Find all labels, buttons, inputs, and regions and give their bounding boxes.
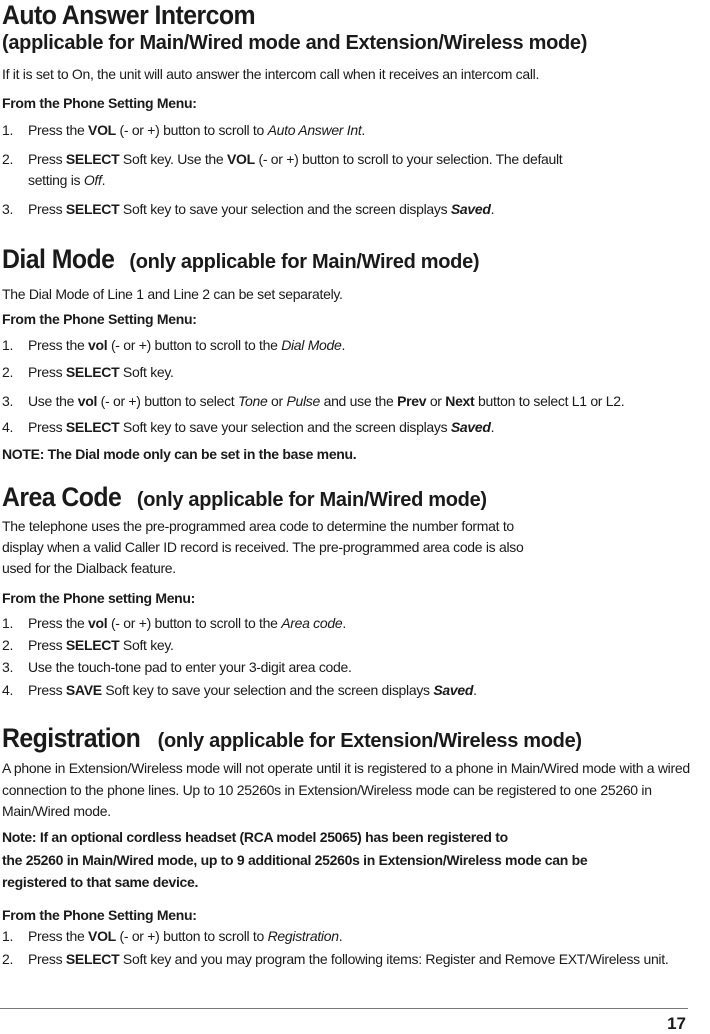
step-number: 4. <box>2 682 14 698</box>
step-text: (- or +) button to scroll to the <box>107 337 282 353</box>
step-number: 3. <box>2 393 14 409</box>
registration-menu-heading: From the Phone Setting Menu: <box>2 907 197 923</box>
dial-mode-intro: The Dial Mode of Line 1 and Line 2 can be set separately. <box>2 286 343 302</box>
step-key-label: VOL <box>226 151 255 167</box>
step-text: Press the <box>28 615 89 631</box>
area-code-intro-line-2: display when a valid Caller ID record is received. The pre-programmed area code is also <box>2 539 524 555</box>
step-text: Press <box>28 151 66 167</box>
auto-answer-step-1 <box>2 122 365 138</box>
section-heading-dial-mode <box>2 244 479 275</box>
step-number: 2. <box>2 151 14 167</box>
section-subtitle-registration: (only applicable for Extension/Wireless mode) <box>152 730 582 752</box>
step-key-label: SELECT <box>65 637 120 653</box>
auto-answer-step-2-continued <box>2 172 105 188</box>
step-display-text: Saved <box>433 682 474 698</box>
step-text: setting is <box>28 172 84 188</box>
area-code-step-1 <box>2 615 346 631</box>
footer-divider <box>0 1008 688 1009</box>
step-key-label: vol <box>88 337 108 353</box>
step-number: 3. <box>2 659 14 675</box>
step-text: or <box>267 393 287 409</box>
dial-mode-step-1 <box>2 337 345 353</box>
step-text: Soft key to save your selection and the screen displays <box>119 201 451 217</box>
step-key-label: VOL <box>88 122 116 138</box>
section-title-area-code: Area Code <box>2 482 122 512</box>
section-subtitle-area-code: (only applicable for Main/Wired mode) <box>131 489 487 511</box>
section-title-dial-mode: Dial Mode <box>2 244 115 274</box>
step-menu-item: Auto Answer Int <box>267 122 362 138</box>
registration-note-line-2: the 25260 in Main/Wired mode, up to 9 additional 25260s in Extension/Wireless mode can be <box>2 852 588 868</box>
step-text: Press <box>28 951 66 967</box>
step-number: 1. <box>2 928 14 944</box>
auto-answer-intro: If it is set to On, the unit will auto answer the intercom call when it receives an intercom call. <box>2 66 540 82</box>
dial-mode-menu-heading: From the Phone Setting Menu: <box>2 311 197 327</box>
registration-intro-line-1: A phone in Extension/Wireless mode will not operate until it is registered to a phone in Main/Wired mode with a wired <box>2 760 690 776</box>
step-key-label: SELECT <box>65 201 120 217</box>
registration-step-1 <box>2 928 342 944</box>
area-code-step-3 <box>2 659 352 675</box>
area-code-menu-heading: From the Phone setting Menu: <box>2 590 196 606</box>
step-option: Tone <box>238 393 268 409</box>
step-text: . <box>490 419 495 435</box>
step-text: . <box>361 122 366 138</box>
step-key-label: SELECT <box>65 419 120 435</box>
step-key-label: SELECT <box>65 951 120 967</box>
area-code-step-4 <box>2 682 477 698</box>
step-option: Pulse <box>286 393 320 409</box>
dial-mode-step-2 <box>2 364 174 380</box>
section-title-auto-answer: Auto Answer Intercom <box>2 0 256 30</box>
auto-answer-step-3 <box>2 201 494 217</box>
area-code-intro-line-3: used for the Dialback feature. <box>2 560 176 576</box>
area-code-step-2 <box>2 637 174 653</box>
step-key-label: VOL <box>88 928 116 944</box>
step-menu-item: Registration <box>267 928 339 944</box>
registration-intro-line-2: connection to the phone lines. Up to 10 25260s in Extension/Wireless mode can be registered to one 25260 in <box>2 782 652 798</box>
step-number: 2. <box>2 637 14 653</box>
section-heading-registration <box>2 723 582 754</box>
step-text: Press the <box>28 928 89 944</box>
section-subtitle-dial-mode: (only applicable for Main/Wired mode) <box>124 251 480 273</box>
step-text: . <box>473 682 477 698</box>
step-text: Soft key to save your selection and the screen displays <box>101 682 434 698</box>
step-text: (- or +) button to select <box>97 393 238 409</box>
step-number: 2. <box>2 364 14 380</box>
step-menu-item: Area code <box>281 615 343 631</box>
area-code-intro-line-1: The telephone uses the pre-programmed area code to determine the number format to <box>2 518 514 534</box>
step-text: Press <box>28 364 66 380</box>
step-number: 1. <box>2 337 14 353</box>
step-key-label: SAVE <box>65 682 102 698</box>
step-text: (- or +) button to scroll to the <box>107 615 282 631</box>
registration-intro-line-3: Main/Wired mode. <box>2 803 111 819</box>
step-text: Press <box>28 682 66 698</box>
step-number: 1. <box>2 615 14 631</box>
step-text: Soft key to save your selection and the screen displays <box>119 419 451 435</box>
step-text: . <box>338 928 343 944</box>
registration-note-line-1: Note: If an optional cordless headset (RCA model 25065) has been registered to <box>2 829 508 845</box>
step-text: (- or +) button to scroll to <box>115 928 268 944</box>
dial-mode-note: NOTE: The Dial mode only can be set in the base menu. <box>2 446 357 462</box>
section-subtitle-auto-answer: (applicable for Main/Wired mode and Extension/Wireless mode) <box>2 32 588 54</box>
step-number: 4. <box>2 419 14 435</box>
step-text: Press <box>28 419 66 435</box>
step-number: 3. <box>2 201 14 217</box>
step-text: Use the <box>28 393 78 409</box>
step-text: . <box>490 201 495 217</box>
auto-answer-menu-heading: From the Phone Setting Menu: <box>2 95 197 111</box>
step-text: . <box>342 615 346 631</box>
section-title-registration: Registration <box>2 723 141 753</box>
registration-note-line-3: registered to that same device. <box>2 874 199 890</box>
step-text: (- or +) button to scroll to <box>115 122 268 138</box>
dial-mode-step-4 <box>2 419 494 435</box>
step-text: Soft key. <box>119 364 174 380</box>
section-heading-area-code <box>2 482 487 513</box>
step-display-text: Saved <box>450 201 491 217</box>
step-key-label: SELECT <box>65 151 120 167</box>
step-key-label: Prev <box>397 393 427 409</box>
page-number: 17 <box>667 1014 686 1033</box>
step-text: (- or +) button to scroll to your selection. The default <box>254 151 563 167</box>
step-text: Press the <box>28 337 89 353</box>
step-text: Soft key. Use the <box>119 151 227 167</box>
step-key-label: Next <box>445 393 475 409</box>
step-menu-item: Off <box>83 172 102 188</box>
step-text: button to select L1 or L2. <box>474 393 625 409</box>
step-number: 1. <box>2 122 14 138</box>
step-text: Press the <box>28 122 89 138</box>
step-text: . <box>341 337 346 353</box>
step-text: or <box>426 393 446 409</box>
step-key-label: SELECT <box>65 364 120 380</box>
step-display-text: Saved <box>450 419 491 435</box>
step-text: . <box>101 172 106 188</box>
step-number: 2. <box>2 951 14 967</box>
step-key-label: vol <box>88 615 108 631</box>
step-text: and use the <box>320 393 398 409</box>
step-text: Soft key. <box>119 637 174 653</box>
dial-mode-step-3 <box>2 393 624 409</box>
step-text: Press <box>28 637 66 653</box>
step-text: Press <box>28 201 66 217</box>
auto-answer-step-2 <box>2 151 562 167</box>
step-key-label: vol <box>77 393 98 409</box>
registration-step-2 <box>2 951 668 967</box>
step-menu-item: Dial Mode <box>281 337 342 353</box>
step-text: Soft key and you may program the following items: Register and Remove EXT/Wireless unit. <box>119 951 669 967</box>
step-text: Use the touch-tone pad to enter your 3-digit area code. <box>28 659 352 675</box>
